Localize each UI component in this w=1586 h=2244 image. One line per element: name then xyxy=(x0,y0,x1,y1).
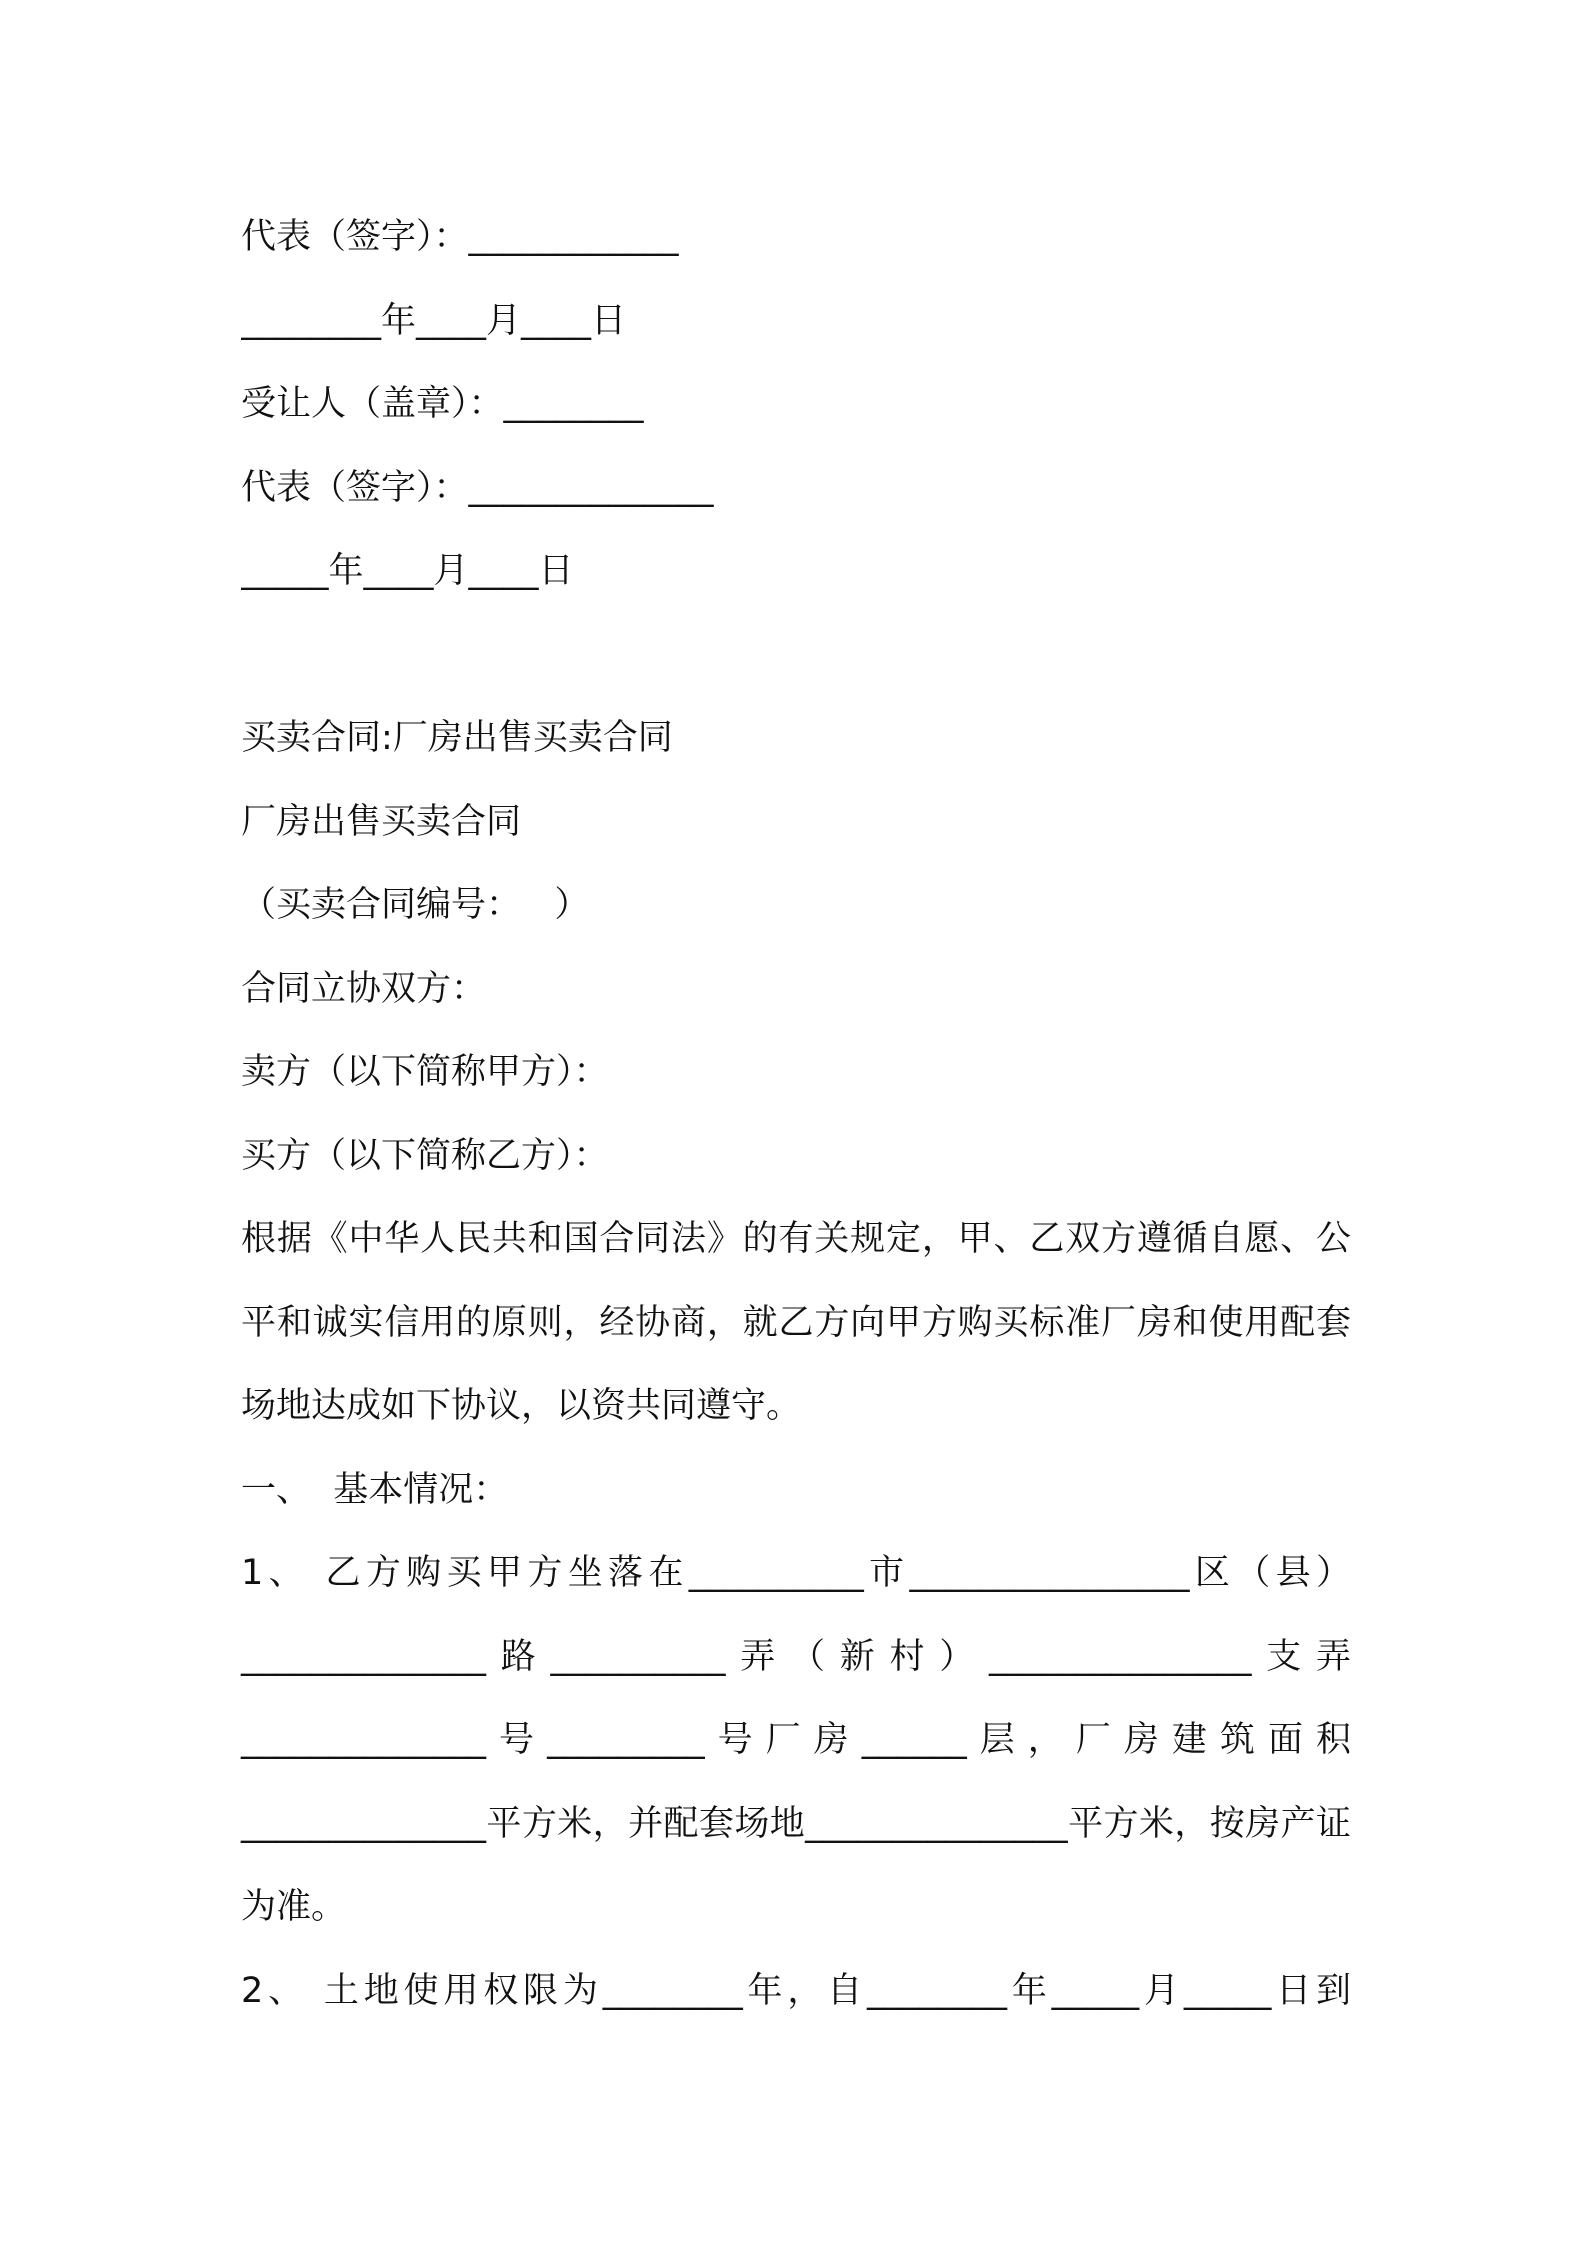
contract-title: 厂房出售买卖合同 xyxy=(241,801,522,842)
clause-2-paragraph: 2、 土地使用权限为________年，自________年_____月_____日到 xyxy=(241,1970,1351,2011)
clause-1-paragraph: 1、 乙方购买甲方坐落在__________市________________区（县）______________路__________弄（新村）_______________支弄______________号_________号厂房______层，厂房建筑面积______________平方米，并配套场地_______________平方米，按房产证为准。 xyxy=(241,1553,1351,1927)
document-heading: 买卖合同:厂房出售买卖合同 xyxy=(241,718,673,758)
signature-date-line-2: _____年____月____日 xyxy=(241,551,574,591)
contract-number: （买卖合同编号： ） xyxy=(241,885,590,925)
parties-intro: 合同立协双方： xyxy=(241,968,487,1009)
signature-date-line: ________年____月____日 xyxy=(241,300,627,341)
section-spacer xyxy=(241,614,1351,698)
representative-signature-line: 代表（签字）：____________ xyxy=(241,217,679,257)
preamble-paragraph: 根据《中华人民共和国合同法》的有关规定，甲、乙双方遵循自愿、公平和诚实信用的原则，经协商，就乙方向甲方购买标准厂房和使用配套场地达成如下协议，以资共同遵守。 xyxy=(241,1219,1351,1426)
document-body xyxy=(241,196,1351,2033)
representative-signature-line-2: 代表（签字）：______________ xyxy=(241,467,714,508)
transferee-seal-line: 受让人（盖章）：________ xyxy=(241,384,644,424)
seller-line: 卖方（以下简称甲方）： xyxy=(241,1052,609,1092)
section-heading-basic-info: 一、 基本情况： xyxy=(241,1469,509,1510)
buyer-line: 买方（以下简称乙方）： xyxy=(241,1135,609,1176)
